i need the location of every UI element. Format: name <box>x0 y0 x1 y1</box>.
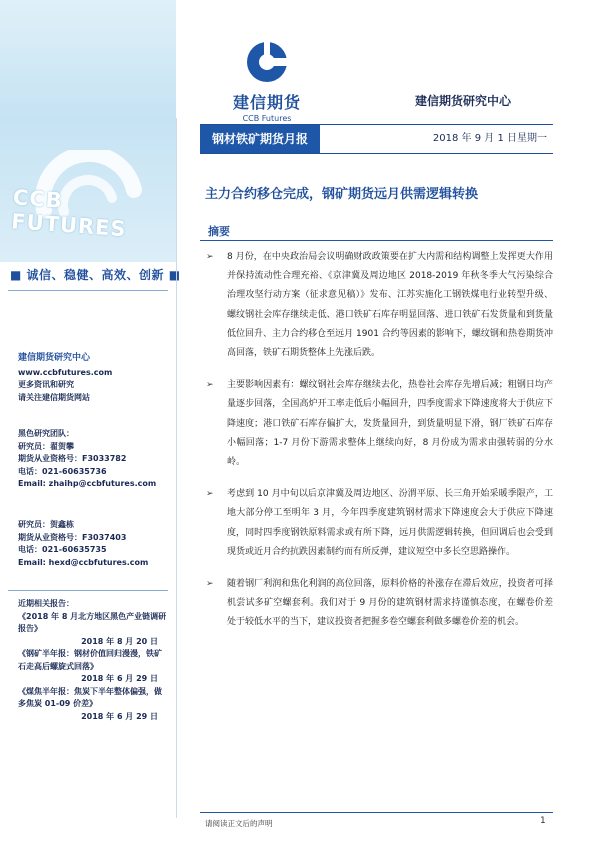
analyst-phone: 电话：021-60635735 <box>18 545 107 554</box>
abstract-label: 摘要 <box>208 225 230 238</box>
abstract-bullet <box>200 485 553 562</box>
footer-note: 请阅读正文后的声明 <box>205 819 273 828</box>
brand-name-cn: 建信期货 <box>232 93 301 112</box>
analyst-phone: 电话：021-60635736 <box>18 466 107 476</box>
sidebar <box>0 0 181 842</box>
bullet-text: 考虑到 10 月中旬以后京津冀及周边地区、汾渭平原、长三角开始采暖季限产，工地大部分停工至明年 3 月，今年四季度建筑钢材需求下降速度会大于供应下降速度，同时四季度钢铁原料需求或有所下降，远月供需逻辑转换，但回调后也会受到现货或近月合约抗跌因素制约而有所反弹，建议短空中多长空思路操作。 <box>227 489 553 557</box>
abstract-bullets <box>200 248 553 633</box>
report-type-label: 钢材铁矿期货月报 <box>200 125 320 153</box>
footer-rule <box>200 812 553 813</box>
related-report-date: 2018 年 6 月 29 日 <box>81 674 158 683</box>
abstract-bullet <box>200 248 553 363</box>
sidebar-divider <box>8 590 168 591</box>
bullet-text: 主要影响因素有：螺纹钢社会库存继续去化，热卷社会库存先增后减；粗钢日均产量逐步回落，全国高炉开工率走低后小幅回升，四季度需求下降速度将大于供应下降速度；港口铁矿石库存偏扩大，发货量回升，到货量明显下滑，钢厂铁矿石库存小幅回落；1-7 月份下游需求整体上继续向好，8 月份成为需求由强转弱的分水岭。 <box>227 380 553 468</box>
abstract-rule <box>200 240 553 241</box>
analyst-email[interactable]: Email: hexd@ccbfutures.com <box>18 557 149 567</box>
research-center-title: 建信期货研究中心 <box>18 353 91 363</box>
arrow-bullet-icon: ➢ <box>206 252 214 262</box>
related-report-title[interactable]: 《钢矿半年报：钢材价值回归漫漫，铁矿石走高后螺旋式回落》 <box>18 649 162 671</box>
arrow-bullet-icon: ➢ <box>206 579 214 590</box>
motto: ■ 诚信、稳健、高效、创新 ■ <box>10 268 181 282</box>
brand-name-en: CCB Futures <box>242 114 292 123</box>
related-report-title[interactable]: 《2018 年 8 月北方地区黑色产业链调研报告》 <box>18 611 167 633</box>
related-report-title[interactable]: 《煤焦半年报：焦炭下半年整体偏强，做多焦炭 01-09 价差》 <box>18 686 162 708</box>
arrow-bullet-icon: ➢ <box>206 380 214 391</box>
bullet-text: 8 月份，在中央政治局会议明确财政政策要在扩大内需和结构调整上发挥更大作用并保持流动性合理充裕、《京津冀及周边地区 2018-2019 年秋冬季大气污染综合治理攻坚行动方案（征求意见稿）》发布、江苏实施化工钢铁煤电行业转型升级、螺纹钢社会库存继续走低、港口铁矿石库存明显回落、进口铁矿石发货量和到货量低位回升、主力合约移仓至远月 1901 合约等因素的影响下，螺纹钢和热卷期货冲高回落，铁矿石期货整体上先涨后跌。 <box>227 252 553 359</box>
report-bar <box>200 124 553 154</box>
analyst-license: 期货从业资格号：F3033782 <box>18 454 127 463</box>
abstract-bullet <box>200 575 553 633</box>
team-block <box>18 428 168 491</box>
analyst-name: 研究员：贺鑫栋 <box>18 520 74 529</box>
column-divider <box>176 118 177 818</box>
watermark-text: CCB FUTURES <box>10 185 128 242</box>
center-line: 请关注建信期货网站 <box>18 392 90 402</box>
team-block-2 <box>18 519 168 569</box>
research-center-block <box>18 352 168 404</box>
related-reports-block <box>18 598 168 723</box>
bullet-text: 随着钢厂利润和焦化利润的高位回落，原料价格的补涨存在滞后效应，投资者可择机尝试多矿空螺套利。我们对于 9 月份的建筑钢材需求持谨慎态度，在螺卷价差处于较低水平的当下，建议投资者把握多卷空螺套利做多螺卷价差的机会。 <box>227 579 553 628</box>
website-link[interactable]: www.ccbfutures.com <box>18 367 113 377</box>
sidebar-divider <box>8 290 168 291</box>
related-report-date: 2018 年 8 月 20 日 <box>81 636 158 646</box>
analyst-email[interactable]: Email: zhaihp@ccbfutures.com <box>18 479 157 488</box>
report-date: 2018 年 9 月 1 日星期一 <box>432 133 547 144</box>
page-number: 1 <box>540 816 546 826</box>
department-title: 建信期货研究中心 <box>415 94 512 108</box>
analyst-license: 期货从业资格号：F3037403 <box>18 532 127 542</box>
related-report-date: 2018 年 6 月 29 日 <box>81 711 158 721</box>
ccb-logo-icon <box>245 40 289 84</box>
sidebar-banner <box>0 0 176 262</box>
headline: 主力合约移仓完成，钢矿期货远月供需逻辑转换 <box>205 187 479 202</box>
abstract-bullet <box>200 376 553 472</box>
center-line: 更多资讯和研究 <box>18 380 74 389</box>
analyst-name: 研究员：翟贺攀 <box>18 441 74 451</box>
team-title: 黑色研究团队： <box>18 429 74 438</box>
arrow-bullet-icon: ➢ <box>206 489 214 500</box>
brand-logo <box>222 40 312 123</box>
related-title: 近期相关报告： <box>18 599 74 608</box>
